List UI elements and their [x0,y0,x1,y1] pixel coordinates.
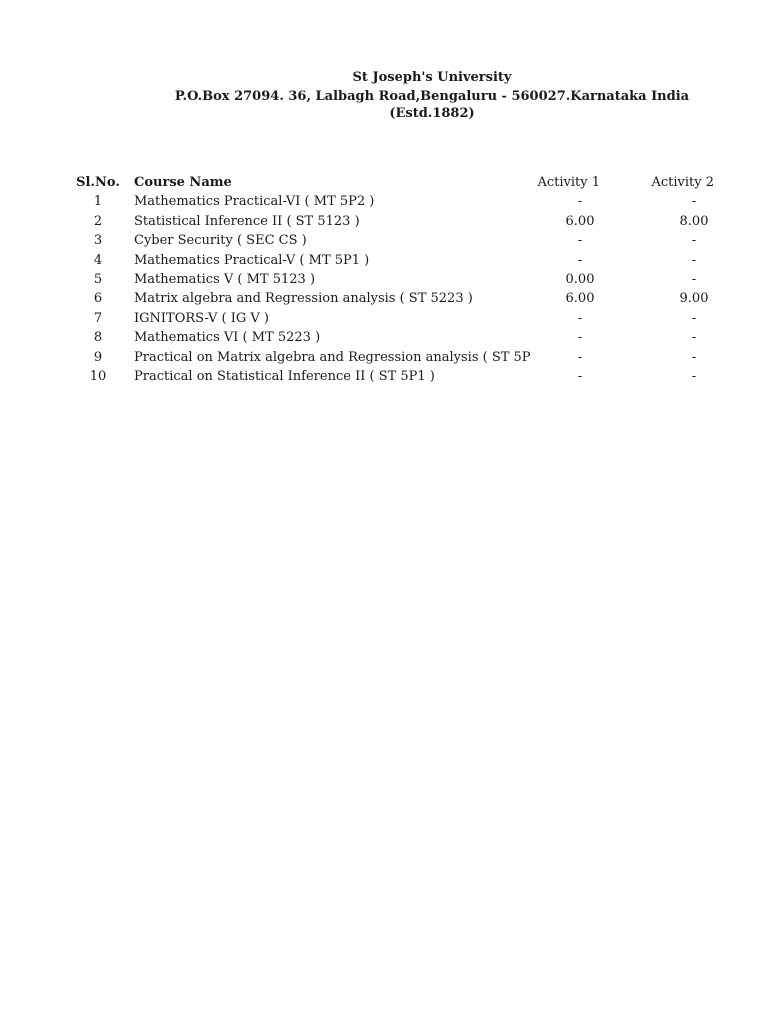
row-activity-2-text: - [691,233,697,249]
row-sl-no-text: 7 [93,310,103,326]
row-activity-1-text: - [577,233,583,249]
row-activity-2 [600,231,714,250]
university-address: P.O.Box 27094. 36, Lalbagh Road,Bengaluru - 560027.Karnataka India [174,89,690,104]
row-activity-1-text: - [577,310,583,326]
row-activity-2 [600,309,714,328]
row-course-name-text: Practical on Matrix algebra and Regression analysis ( ST 5P [134,349,531,365]
row-activity-1 [476,289,600,308]
row-activity-2-text: - [691,252,697,268]
row-activity-1-text: 6.00 [565,213,595,229]
row-activity-1 [476,192,600,211]
row-activity-2 [600,270,714,289]
row-course-name [124,192,476,211]
table-row [72,231,714,250]
row-activity-2-text: - [691,349,697,365]
course-activity-table [72,173,714,386]
table-row [72,270,714,289]
table-row [72,348,714,367]
row-activity-2-text: - [691,272,697,288]
row-course-name-text: Cyber Security ( SEC CS ) [134,233,307,249]
column-header-sl-no: Sl.No. [76,175,120,190]
row-sl-no [72,289,124,308]
row-sl-no [72,309,124,328]
row-course-name-text: Mathematics Practical-VI ( MT 5P2 ) [134,194,375,210]
row-course-name-text: Mathematics V ( MT 5123 ) [134,272,316,288]
row-activity-2 [600,251,714,270]
table-row [72,289,714,308]
row-course-name [124,231,476,250]
row-sl-no [72,367,124,386]
row-course-name [124,270,476,289]
table-row [72,251,714,270]
row-activity-1-text: 0.00 [565,272,595,288]
row-sl-no-text: 9 [93,349,103,365]
table-row [72,309,714,328]
row-course-name-text: Statistical Inference II ( ST 5123 ) [134,213,360,229]
row-sl-no-text: 4 [93,252,103,268]
table-row [72,212,714,231]
table-header-row [72,173,714,192]
row-course-name [124,251,476,270]
row-course-name [124,328,476,347]
table-body [72,192,714,386]
row-activity-1-text: - [577,252,583,268]
row-activity-2-text: 8.00 [679,213,709,229]
row-sl-no [72,328,124,347]
row-activity-1 [476,309,600,328]
row-activity-1 [476,231,600,250]
row-course-name-text: Practical on Statistical Inference II ( ST 5P1 ) [134,369,435,385]
row-activity-1 [476,251,600,270]
table-row [72,328,714,347]
row-course-name [124,309,476,328]
row-activity-1-text: - [577,349,583,365]
row-course-name-text: Mathematics Practical-V ( MT 5P1 ) [134,252,370,268]
table-row [72,192,714,211]
row-activity-2 [600,212,714,231]
row-activity-2-text: - [691,194,697,210]
row-activity-1-text: - [577,330,583,346]
row-sl-no-text: 3 [93,233,103,249]
row-activity-2-text: 9.00 [679,291,709,307]
row-activity-2-text: - [691,330,697,346]
row-sl-no-text: 6 [93,291,103,307]
row-sl-no [72,192,124,211]
row-course-name [124,212,476,231]
row-course-name [124,289,476,308]
row-activity-1 [476,270,600,289]
row-activity-1 [476,367,600,386]
row-activity-1 [476,212,600,231]
row-sl-no [72,231,124,250]
column-header-activity-2: Activity 2 [651,175,714,190]
table-row [72,367,714,386]
row-sl-no-text: 2 [93,213,103,229]
row-sl-no-text: 10 [89,369,107,385]
row-activity-2 [600,192,714,211]
row-course-name-text: IGNITORS-V ( IG V ) [134,310,269,326]
row-course-name [124,348,531,367]
row-activity-1-text: 6.00 [565,291,595,307]
row-sl-no [72,251,124,270]
row-sl-no-text: 8 [93,330,103,346]
row-activity-2 [600,367,714,386]
row-sl-no-text: 5 [93,272,103,288]
row-sl-no [72,348,124,367]
row-course-name-text: Mathematics VI ( MT 5223 ) [134,330,321,346]
row-activity-2 [600,289,714,308]
row-activity-1-text: - [577,194,583,210]
row-course-name-text: Matrix algebra and Regression analysis ( ST 5223 ) [134,291,473,307]
row-activity-2-text: - [691,310,697,326]
row-activity-1 [476,328,600,347]
university-name: St Joseph's University [352,70,512,85]
row-activity-1-text: - [577,369,583,385]
row-sl-no [72,212,124,231]
row-activity-2 [600,348,714,367]
row-activity-2-text: - [691,369,697,385]
row-course-name [124,367,476,386]
row-activity-2 [600,328,714,347]
row-sl-no [72,270,124,289]
column-header-activity-1: Activity 1 [537,175,600,190]
column-header-course-name: Course Name [134,175,232,190]
row-sl-no-text: 1 [93,194,103,210]
established-year: (Estd.1882) [389,106,475,121]
